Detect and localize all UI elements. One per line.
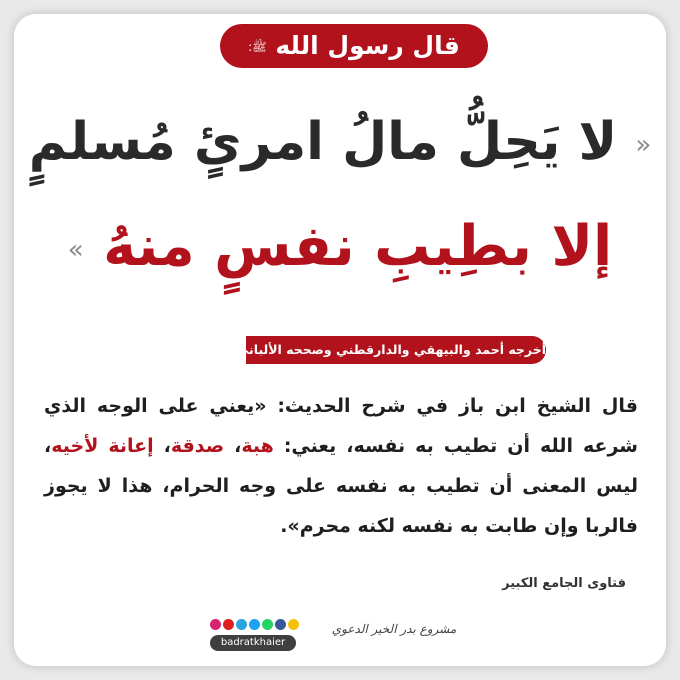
facebook-icon[interactable] (275, 619, 286, 630)
hadith-source-banner: أخرجه أحمد والبيهقي والدارقطني وصححه الألباني (246, 336, 546, 364)
whatsapp-icon[interactable] (262, 619, 273, 630)
fatwa-reference: فتاوى الجامع الكبير (502, 576, 626, 591)
separator-2: ، (153, 435, 171, 457)
instagram-icon[interactable] (210, 619, 221, 630)
header-title: قال رسول الله (275, 31, 460, 60)
highlight-charity: صدقة (170, 435, 225, 457)
social-icons (210, 619, 299, 630)
hadith-line-2-text: إلا بطِيبِ نفسٍ منهُ (103, 214, 613, 279)
honorific-seal: ﷺ: (248, 40, 267, 54)
hadith-line-1-text: لا يَحِلُّ مالُ امرئٍ مُسلمٍ (28, 112, 618, 172)
snapchat-icon[interactable] (288, 619, 299, 630)
header-title-banner (220, 24, 488, 68)
social-handle[interactable]: badratkhaier (210, 635, 296, 651)
youtube-icon[interactable] (223, 619, 234, 630)
highlight-help: إعانة لأخيه (51, 435, 154, 457)
commentary-text-1: قال الشيخ ابن باز في شرح الحديث: «يعني على الوجه الذي شرعه الله أن تطيب به نفسه، يعني: (44, 395, 638, 457)
highlight-gift: هبة (241, 435, 274, 457)
open-quote: « (635, 130, 652, 160)
separator-1: ، (224, 435, 242, 457)
close-quote: » (67, 234, 84, 265)
commentary-paragraph (44, 386, 638, 546)
commentary-text-2: ، ليس المعنى أن تطيب به نفسه على وجه الحرام، هذا لا يجوز فالربا وإن طابت به نفسه لكنه محرم». (44, 435, 638, 537)
telegram-icon[interactable] (236, 619, 247, 630)
hadith-line-1 (14, 112, 666, 172)
brand-logo: مشروع بدر الخير الدعوي (331, 622, 457, 636)
card (14, 14, 666, 666)
hadith-line-2 (14, 214, 666, 279)
twitter-icon[interactable] (249, 619, 260, 630)
